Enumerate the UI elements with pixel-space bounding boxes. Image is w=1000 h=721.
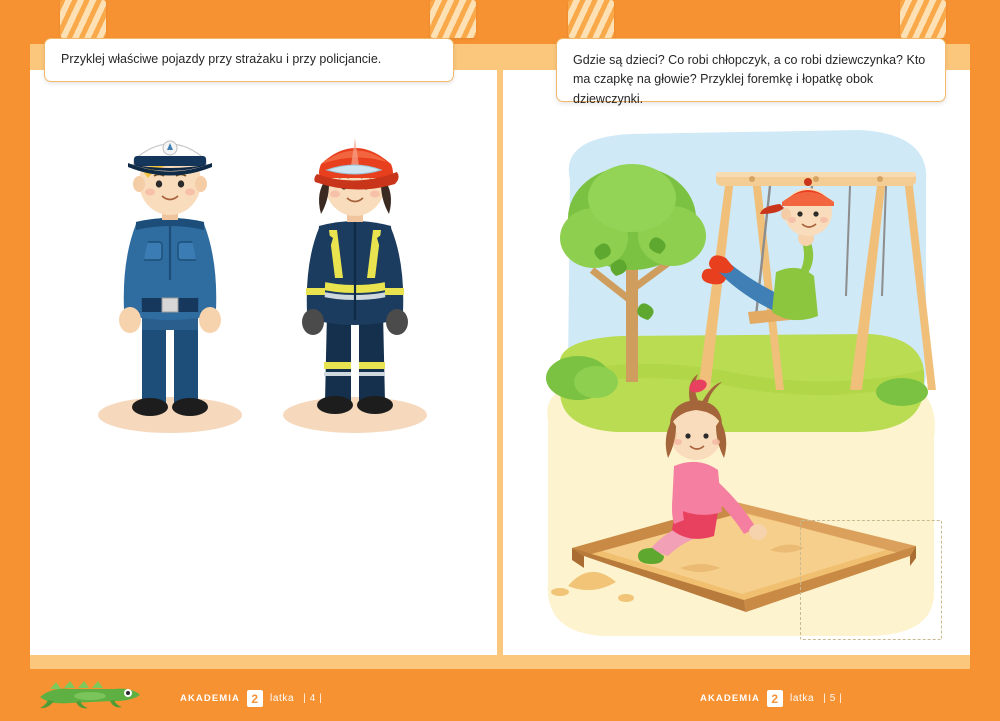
page-frame-bottom-inner <box>30 655 970 669</box>
tape-strip-1-icon <box>60 0 106 38</box>
footer-series-label-left: AKADEMIA <box>180 693 240 704</box>
footer-left <box>180 690 322 707</box>
footer-age-badge-left: 2 <box>247 690 263 707</box>
instruction-right-text: Gdzie są dzieci? Co robi chłopczyk, a co robi dziewczynka? Kto ma czapkę na głowie? Przyklej foremkę i łopatkę obok dziewczynki. <box>573 53 926 106</box>
sticker-paste-area[interactable] <box>800 520 942 640</box>
policeman-figure <box>70 130 270 440</box>
page-number-left: | 4 | <box>303 693 323 704</box>
page-frame-bottom <box>0 669 1000 721</box>
instruction-left-text: Przyklej właściwe pojazdy przy strażaku i przy policjancie. <box>61 52 382 67</box>
footer-age-word-left: latka <box>270 693 295 704</box>
page-frame-right <box>970 0 1000 721</box>
page-frame-left <box>0 0 30 721</box>
tape-strip-2-icon <box>430 0 476 38</box>
footer-series-label-right: AKADEMIA <box>700 693 760 704</box>
firefighter-figure <box>255 130 455 440</box>
instruction-right <box>556 38 946 106</box>
footer-right <box>700 690 842 707</box>
tape-strip-3-icon <box>568 0 614 38</box>
crocodile-mascot-icon <box>36 671 146 711</box>
tape-strip-4-icon <box>900 0 946 38</box>
footer-age-badge-right: 2 <box>767 690 783 707</box>
instruction-left <box>44 38 454 82</box>
spread-gutter <box>497 44 503 655</box>
page-number-right: | 5 | <box>823 693 843 704</box>
footer-age-word-right: latka <box>790 693 815 704</box>
